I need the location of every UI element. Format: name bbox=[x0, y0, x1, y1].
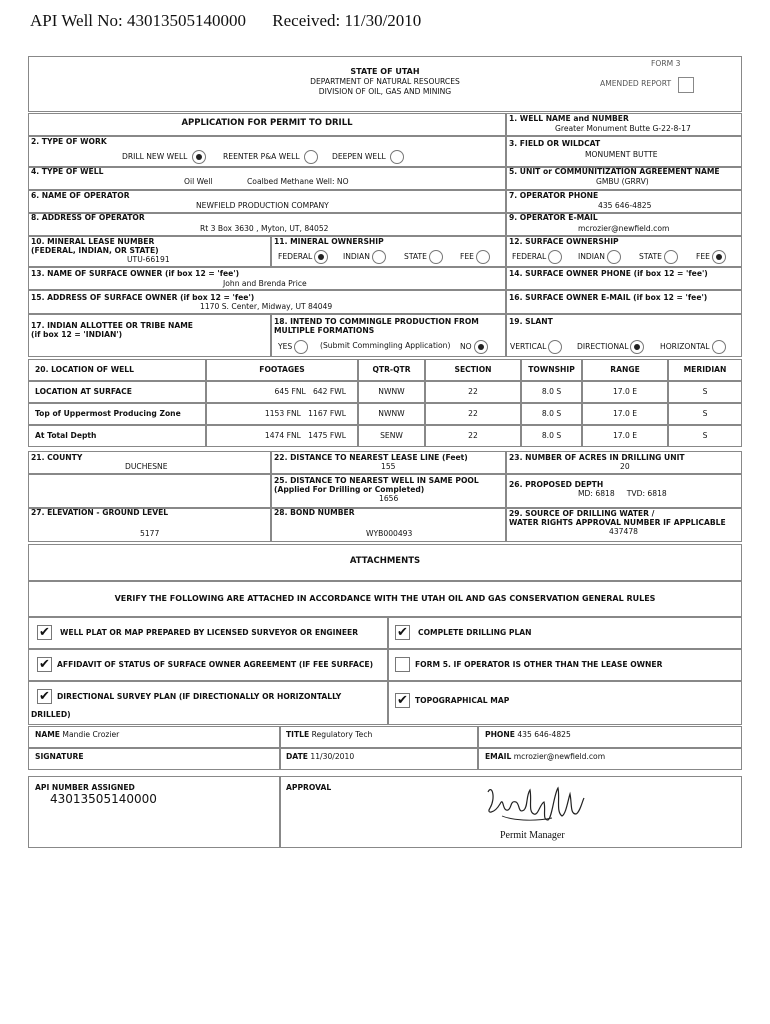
field-28-label: 28. BOND NUMBER bbox=[274, 508, 355, 517]
api-well-number: API Well No: 43013505140000 bbox=[30, 11, 247, 30]
slant-horizontal-label: HORIZONTAL bbox=[660, 342, 710, 351]
loc-row-section: 22 bbox=[468, 387, 478, 396]
permit-manager-label: Permit Manager bbox=[500, 830, 565, 841]
well-plat-label: WELL PLAT OR MAP PREPARED BY LICENSED SURVEYOR OR ENGINEER bbox=[60, 628, 359, 637]
slant-directional-label: DIRECTIONAL bbox=[577, 342, 629, 351]
loc-row-section: 22 bbox=[468, 431, 478, 440]
field-29-value: 437478 bbox=[609, 527, 638, 536]
loc-row-qtr: NWNW bbox=[378, 387, 405, 396]
field-10-value: UTU-66191 bbox=[127, 255, 170, 264]
surface-federal[interactable] bbox=[512, 250, 562, 264]
state-title: STATE OF UTAH bbox=[350, 67, 420, 76]
drilling-plan-label: COMPLETE DRILLING PLAN bbox=[418, 628, 532, 637]
field-1-value: Greater Monument Butte G-22-8-17 bbox=[555, 124, 691, 133]
commingle-no-radio[interactable] bbox=[474, 340, 488, 354]
field-11-label: 11. MINERAL OWNERSHIP bbox=[274, 237, 384, 246]
field-18-sublabel: MULTIPLE FORMATIONS bbox=[274, 326, 375, 335]
field-13-value: John and Brenda Price bbox=[223, 279, 307, 288]
field-26-label: 26. PROPOSED DEPTH bbox=[509, 480, 604, 489]
field-15-value: 1170 S. Center, Midway, UT 84049 bbox=[200, 302, 333, 311]
mineral-fee[interactable] bbox=[460, 250, 490, 264]
loc-row-footages: 1153 FNL 1167 FWL bbox=[264, 409, 346, 418]
loc-row-range: 17.0 E bbox=[612, 409, 638, 418]
field-28-value: WYB000493 bbox=[366, 529, 413, 538]
blank-cell bbox=[28, 474, 271, 508]
field-25-label: 25. DISTANCE TO NEAREST WELL IN SAME POOL bbox=[274, 476, 479, 485]
drill-new-label: DRILL NEW WELL bbox=[122, 152, 188, 161]
loc-row-qtr: SENW bbox=[380, 431, 403, 440]
field-3-label: 3. FIELD OR WILDCAT bbox=[509, 139, 601, 148]
surface-federal-label: FEDERAL bbox=[512, 252, 547, 261]
loc-header-qtr: QTR-QTR bbox=[372, 365, 411, 374]
surface-indian[interactable] bbox=[578, 250, 621, 264]
name-label: NAME bbox=[35, 730, 60, 739]
form-5-label: FORM 5. IF OPERATOR IS OTHER THAN THE LEASE OWNER bbox=[415, 660, 663, 669]
topo-map-label: TOPOGRAPHICAL MAP bbox=[415, 696, 510, 705]
type-work-deepen[interactable] bbox=[332, 150, 404, 164]
loc-row-section: 22 bbox=[468, 409, 478, 418]
field-22-label: 22. DISTANCE TO NEAREST LEASE LINE (Feet) bbox=[274, 453, 468, 462]
surface-fee-label: FEE bbox=[696, 252, 710, 261]
field-15-label: 15. ADDRESS OF SURFACE OWNER (if box 12 = 'fee') bbox=[31, 293, 255, 302]
mineral-fee-radio[interactable] bbox=[476, 250, 490, 264]
loc-row-range: 17.0 E bbox=[612, 431, 638, 440]
loc-header-footages: FOOTAGES bbox=[259, 365, 305, 374]
mineral-federal-label: FEDERAL bbox=[278, 252, 313, 261]
slant-directional-radio[interactable] bbox=[630, 340, 644, 354]
surface-state[interactable] bbox=[639, 250, 678, 264]
commingle-yes-label: YES bbox=[278, 342, 293, 351]
surface-indian-label: INDIAN bbox=[578, 252, 605, 261]
loc-header-meridian: MERIDIAN bbox=[683, 365, 727, 374]
slant-vertical-radio[interactable] bbox=[548, 340, 562, 354]
field-7-label: 7. OPERATOR PHONE bbox=[509, 191, 599, 200]
field-5-label: 5. UNIT or COMMUNITIZATION AGREEMENT NAME bbox=[509, 167, 720, 176]
type-work-reenter[interactable] bbox=[223, 150, 318, 164]
attachments-title: ATTACHMENTS bbox=[349, 556, 421, 566]
field-26-value: MD: 6818 TVD: 6818 bbox=[578, 489, 667, 498]
surface-state-radio[interactable] bbox=[664, 250, 678, 264]
loc-row-label: Top of Uppermost Producing Zone bbox=[35, 409, 181, 418]
surface-indian-radio[interactable] bbox=[607, 250, 621, 264]
api-assigned-value: 43013505140000 bbox=[50, 792, 157, 806]
api-assigned-label: API NUMBER ASSIGNED bbox=[35, 783, 135, 792]
loc-header-section: SECTION bbox=[454, 365, 492, 374]
field-21-label: 21. COUNTY bbox=[31, 453, 83, 462]
date-field bbox=[286, 753, 354, 762]
field-6-label: 6. NAME OF OPERATOR bbox=[31, 191, 130, 200]
field-21-value: DUCHESNE bbox=[125, 462, 168, 471]
loc-row-label: LOCATION AT SURFACE bbox=[35, 387, 132, 396]
field-16-label: 16. SURFACE OWNER E-MAIL (if box 12 = 'fee') bbox=[509, 293, 708, 302]
commingle-no-label: NO bbox=[460, 342, 472, 351]
coalbed-methane-value: Coalbed Methane Well: NO bbox=[247, 177, 349, 186]
slant-vertical[interactable] bbox=[510, 340, 562, 354]
slant-horizontal[interactable] bbox=[660, 340, 726, 354]
well-type-value: Oil Well bbox=[184, 177, 213, 186]
amended-report-checkbox[interactable] bbox=[678, 77, 694, 93]
field-8-label: 8. ADDRESS OF OPERATOR bbox=[31, 213, 145, 222]
field-18-label: 18. INTEND TO COMMINGLE PRODUCTION FROM bbox=[274, 317, 479, 326]
amended-report-label: AMENDED REPORT bbox=[600, 79, 672, 88]
field-23-label: 23. NUMBER OF ACRES IN DRILLING UNIT bbox=[509, 453, 685, 462]
drilling-plan-checkbox[interactable]: ✔ bbox=[395, 625, 410, 640]
loc-header-township: TOWNSHIP bbox=[528, 365, 575, 374]
field-23-value: 20 bbox=[620, 462, 630, 471]
field-29-label: 29. SOURCE OF DRILLING WATER / bbox=[509, 509, 655, 518]
phone-value: 435 646-4825 bbox=[517, 730, 571, 739]
field-5-value: GMBU (GRRV) bbox=[596, 177, 649, 186]
verify-text: VERIFY THE FOLLOWING ARE ATTACHED IN ACCORDANCE WITH THE UTAH OIL AND GAS CONSERVATION GENERAL RULES bbox=[114, 594, 656, 603]
mineral-federal[interactable] bbox=[278, 250, 328, 264]
field-2-label: 2. TYPE OF WORK bbox=[31, 137, 107, 146]
slant-directional[interactable] bbox=[577, 340, 644, 354]
mineral-federal-radio[interactable] bbox=[314, 250, 328, 264]
field-1-label: 1. WELL NAME and NUMBER bbox=[509, 114, 629, 123]
field-4-label: 4. TYPE OF WELL bbox=[31, 167, 104, 176]
affidavit-checkbox[interactable]: ✔ bbox=[37, 657, 52, 672]
commingle-yes[interactable] bbox=[278, 340, 308, 354]
mineral-state[interactable] bbox=[404, 250, 443, 264]
type-work-drill-new[interactable] bbox=[122, 150, 206, 164]
loc-header-range: RANGE bbox=[610, 365, 640, 374]
mineral-state-label: STATE bbox=[404, 252, 427, 261]
mineral-fee-label: FEE bbox=[460, 252, 474, 261]
directional-survey-label-cont: DRILLED) bbox=[31, 710, 71, 719]
loc-row-qtr: NWNW bbox=[378, 409, 405, 418]
division-title: DIVISION OF OIL, GAS AND MINING bbox=[318, 87, 452, 96]
field-10-label: 10. MINERAL LEASE NUMBER bbox=[31, 237, 155, 246]
page-header bbox=[30, 11, 421, 31]
affidavit-label: AFFIDAVIT OF STATUS OF SURFACE OWNER AGREEMENT (IF FEE SURFACE) bbox=[57, 660, 374, 669]
field-7-value: 435 646-4825 bbox=[598, 201, 652, 210]
email-value: mcrozier@newfield.com bbox=[513, 752, 606, 761]
mineral-indian-label: INDIAN bbox=[343, 252, 370, 261]
field-3-value: MONUMENT BUTTE bbox=[585, 150, 658, 159]
attachment-cell bbox=[28, 681, 388, 725]
surface-fee-radio[interactable] bbox=[712, 250, 726, 264]
title-label: TITLE bbox=[286, 730, 310, 739]
name-field bbox=[35, 731, 119, 740]
drill-new-radio[interactable] bbox=[192, 150, 206, 164]
loc-row-footages: 1474 FNL 1475 FWL bbox=[264, 431, 346, 440]
email-field bbox=[485, 753, 605, 762]
phone-label: PHONE bbox=[485, 730, 515, 739]
field-8-value: Rt 3 Box 3630 , Myton, UT, 84052 bbox=[200, 224, 329, 233]
mineral-indian-radio[interactable] bbox=[372, 250, 386, 264]
field-14-label: 14. SURFACE OWNER PHONE (if box 12 = 'fee') bbox=[509, 269, 708, 278]
field-25-value: 1656 bbox=[379, 494, 399, 503]
received-date: Received: 11/30/2010 bbox=[272, 11, 422, 30]
field-9-value: mcrozier@newfield.com bbox=[578, 224, 670, 233]
field-29-sublabel: WATER RIGHTS APPROVAL NUMBER IF APPLICABLE bbox=[509, 518, 726, 527]
commingle-note: (Submit Commingling Application) bbox=[320, 341, 451, 350]
field-17-sublabel: (if box 12 = 'INDIAN') bbox=[31, 330, 123, 339]
mineral-state-radio[interactable] bbox=[429, 250, 443, 264]
surface-fee[interactable] bbox=[696, 250, 726, 264]
email-label: EMAIL bbox=[485, 752, 512, 761]
commingle-yes-radio[interactable] bbox=[294, 340, 308, 354]
topo-map-checkbox[interactable]: ✔ bbox=[395, 693, 410, 708]
field-19-label: 19. SLANT bbox=[509, 317, 553, 326]
loc-row-township: 8.0 S bbox=[541, 387, 562, 396]
field-25-sublabel: (Applied For Drilling or Completed) bbox=[274, 485, 425, 494]
directional-survey-checkbox[interactable]: ✔ bbox=[37, 689, 52, 704]
directional-survey-label: DIRECTIONAL SURVEY PLAN (IF DIRECTIONALLY OR HORIZONTALLY bbox=[57, 692, 342, 701]
field-12-label: 12. SURFACE OWNERSHIP bbox=[509, 237, 619, 246]
date-label: DATE bbox=[286, 752, 308, 761]
name-value: Mandie Crozier bbox=[62, 730, 120, 739]
form-number: FORM 3 bbox=[651, 59, 681, 68]
loc-row-footages: 645 FNL 642 FWL bbox=[274, 387, 346, 396]
commingle-no[interactable] bbox=[460, 340, 488, 354]
slant-vertical-label: VERTICAL bbox=[510, 342, 547, 351]
deepen-radio[interactable] bbox=[390, 150, 404, 164]
reenter-radio[interactable] bbox=[304, 150, 318, 164]
field-13-label: 13. NAME OF SURFACE OWNER (if box 12 = 'fee') bbox=[31, 269, 240, 278]
application-title: APPLICATION FOR PERMIT TO DRILL bbox=[181, 118, 353, 128]
form-5-checkbox[interactable] bbox=[395, 657, 410, 672]
slant-horizontal-radio[interactable] bbox=[712, 340, 726, 354]
loc-row-meridian: S bbox=[702, 387, 708, 396]
approval-signature-icon bbox=[482, 780, 592, 828]
approval-label: APPROVAL bbox=[286, 783, 332, 792]
signature-label: SIGNATURE bbox=[35, 752, 84, 761]
date-value: 11/30/2010 bbox=[310, 752, 355, 761]
well-plat-checkbox[interactable]: ✔ bbox=[37, 625, 52, 640]
deepen-label: DEEPEN WELL bbox=[332, 152, 386, 161]
field-27-label: 27. ELEVATION - GROUND LEVEL bbox=[31, 508, 169, 517]
field-27-value: 5177 bbox=[140, 529, 160, 538]
phone-field bbox=[485, 731, 571, 740]
mineral-indian[interactable] bbox=[343, 250, 386, 264]
title-value: Regulatory Tech bbox=[311, 730, 373, 739]
field-9-label: 9. OPERATOR E-MAIL bbox=[509, 213, 598, 222]
loc-row-meridian: S bbox=[702, 409, 708, 418]
field-22-value: 155 bbox=[381, 462, 396, 471]
department-title: DEPARTMENT OF NATURAL RESOURCES bbox=[310, 77, 460, 86]
loc-row-meridian: S bbox=[702, 431, 708, 440]
field-10-sublabel: (FEDERAL, INDIAN, OR STATE) bbox=[31, 246, 159, 255]
surface-federal-radio[interactable] bbox=[548, 250, 562, 264]
surface-state-label: STATE bbox=[639, 252, 662, 261]
title-field bbox=[286, 731, 372, 740]
loc-header-location: 20. LOCATION OF WELL bbox=[35, 365, 134, 374]
loc-row-township: 8.0 S bbox=[541, 431, 562, 440]
field-17-label: 17. INDIAN ALLOTTEE OR TRIBE NAME bbox=[31, 321, 193, 330]
loc-row-range: 17.0 E bbox=[612, 387, 638, 396]
loc-row-label: At Total Depth bbox=[35, 431, 97, 440]
loc-row-township: 8.0 S bbox=[541, 409, 562, 418]
field-6-value: NEWFIELD PRODUCTION COMPANY bbox=[196, 201, 329, 210]
reenter-label: REENTER P&A WELL bbox=[223, 152, 300, 161]
